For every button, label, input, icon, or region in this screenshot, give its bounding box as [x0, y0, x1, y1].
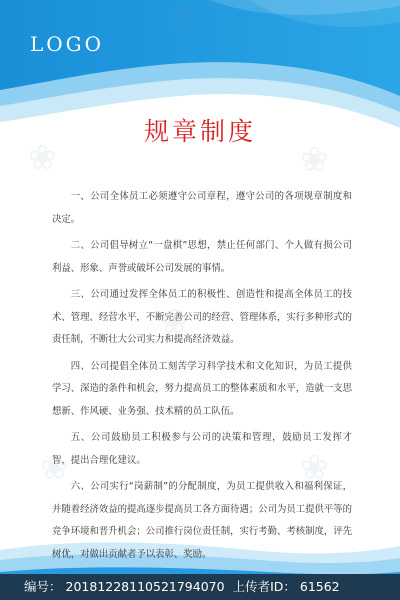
id-label: 编号： [24, 579, 62, 594]
logo-text: LOGO [30, 32, 105, 56]
rules-list [52, 186, 352, 570]
stock-info-bar [0, 574, 400, 600]
rule-item: 五、公司鼓励员工积极参与公司的决策和管理，鼓励员工发挥才智，提出合理化建议。 [52, 432, 352, 466]
rule-item: 一、公司全体员工必须遵守公司章程，遵守公司的各项规章制度和决定。 [52, 191, 352, 225]
rule-item: 三、公司通过发挥全体员工的积极性、创造性和提高全体员工的技术、管理、经营水平，不断完善公司的经营、管理体系，实行多种形式的责任制，不断壮大公司实力和提高经济效益。 [52, 289, 353, 345]
top-wave-band [0, 0, 400, 130]
watermark-icon: ❀ [40, 448, 69, 488]
uploader-label: 上传者ID： [232, 579, 296, 594]
watermark-icon: ❀ [160, 302, 189, 342]
page-title: 规章制度 [143, 117, 256, 146]
watermark-icon: ❀ [28, 138, 57, 178]
watermark-icon: ❀ [300, 140, 329, 180]
rule-item: 二、公司倡导树立“一盘棋”思想，禁止任何部门、个人做有损公司利益、形象、声誉或破坏公司发展的事情。 [52, 240, 352, 274]
id-value: 20181228110521794070 [65, 579, 225, 594]
uploader-value: 61562 [299, 579, 340, 594]
watermark-icon: ❀ [300, 448, 329, 488]
rule-item: 六、公司实行“岗薪制”的分配制度，为员工提供收入和福利保证，并随着经济效益的提高逐步提高员工各方面待遇；公司为员工提供平等的竞争环境和晋升机会；公司推行岗位责任制，实行考勤、考核制度，评先树优，对做出贡献者予以表彰、奖励。 [52, 481, 353, 560]
rule-item: 四、公司提倡全体员工刻苦学习科学技术和文化知识，为员工提供学习、深造的条件和机会，努力提高员工的整体素质和水平，造就一支思想新、作风硬、业务强、技术精的员工队伍。 [52, 360, 353, 417]
